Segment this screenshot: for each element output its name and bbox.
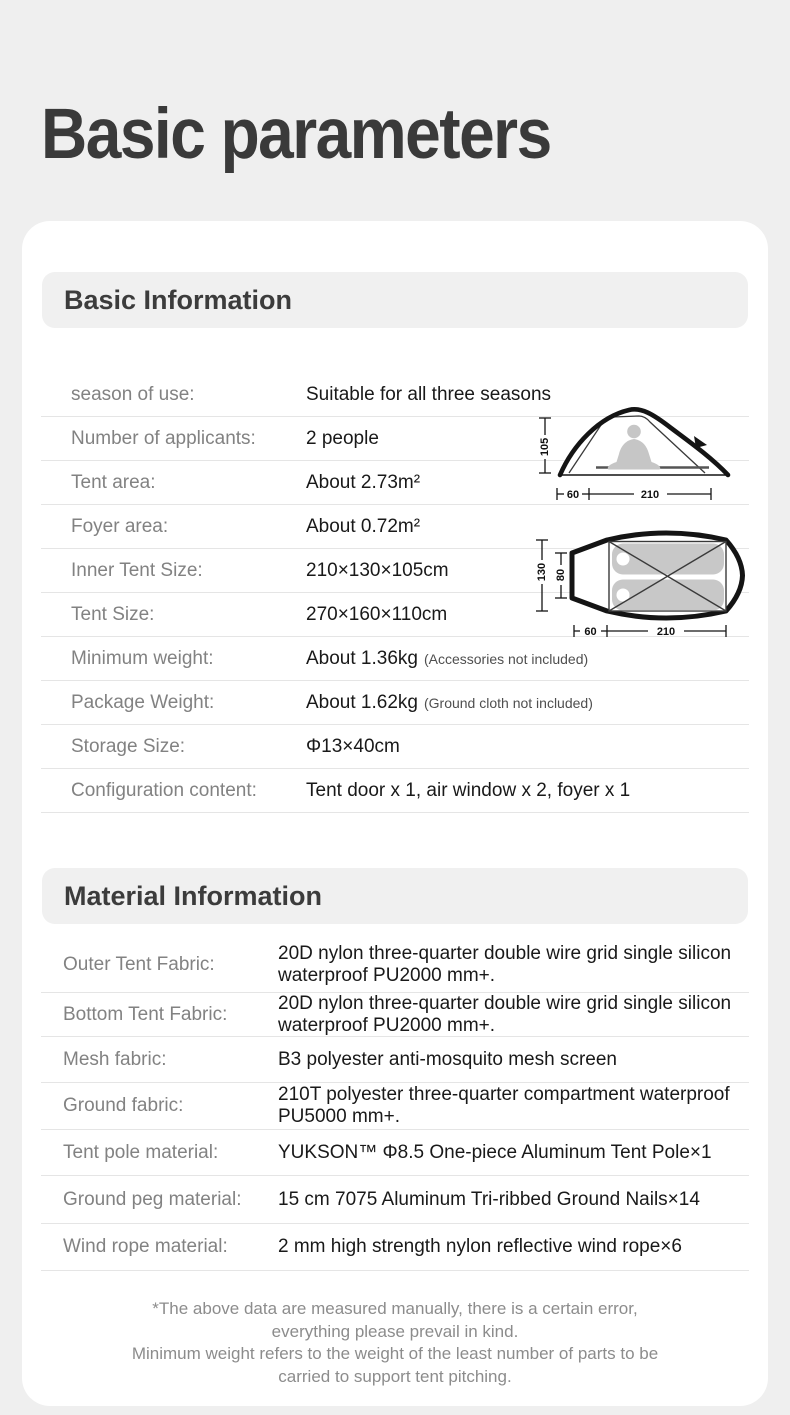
spec-value-text: About 2.73m² [306, 471, 421, 493]
top-width-dim-label: 130 [535, 562, 548, 582]
spec-value: 210T polyester three-quarter compartment waterproof PU5000 mm+. [278, 1084, 730, 1127]
tent-vent-flag [694, 436, 707, 448]
spec-label: Tent Size: [71, 603, 155, 625]
spec-value-text: About 1.62kg [306, 691, 418, 713]
spec-value-text: Suitable for all three seasons [306, 383, 552, 405]
spec-label: Number of applicants: [71, 427, 256, 449]
spec-value [306, 472, 426, 494]
spec-value-text: Φ13×40cm [306, 735, 400, 757]
spec-value-note: (Accessories not included) [423, 650, 589, 667]
basic-information-heading: Basic Information [64, 284, 293, 315]
spec-value: 15 cm 7075 Aluminum Tri-ribbed Ground Nails×14 [278, 1188, 700, 1210]
spec-value: 2 mm high strength nylon reflective wind rope×6 [278, 1236, 682, 1257]
material-information-header [42, 868, 748, 924]
spec-card [22, 221, 768, 1406]
footnote-line: Minimum weight refers to the weight of the least number of parts to be [131, 1344, 659, 1363]
spec-value-text: Tent door x 1, air window x 2, foyer x 1 [306, 779, 631, 801]
spec-label: Ground fabric: [63, 1095, 184, 1116]
top-foyer-dim-label: 60 [584, 626, 597, 638]
tent-top-view-diagram [529, 518, 769, 653]
spec-value: B3 polyester anti-mosquito mesh screen [278, 1048, 617, 1070]
spec-label: Bottom Tent Fabric: [63, 1003, 228, 1025]
table-row [41, 993, 749, 1037]
page-title: Basic parameters [41, 93, 551, 174]
spec-value [306, 692, 593, 714]
spec-value-text: About 0.72m² [306, 515, 421, 537]
footnote [22, 1298, 768, 1388]
spec-value [306, 428, 385, 450]
side-length-dim-label: 210 [640, 489, 660, 501]
spec-value [306, 516, 426, 538]
spec-label: Ground peg material: [63, 1188, 242, 1210]
length-dimension [557, 488, 711, 500]
side-height-dim-label: 105 [539, 437, 551, 457]
spec-value-text: 270×160×110cm [306, 603, 448, 625]
basic-information-table [41, 373, 749, 813]
table-row [41, 1037, 749, 1083]
spec-value-note: (Ground cloth not included) [423, 694, 593, 711]
footnote-line: *The above data are measured manually, there is a certain error, [152, 1299, 638, 1318]
table-row [41, 725, 749, 769]
spec-value: 20D nylon three-quarter double wire grid single silicon waterproof PU2000 mm+. [278, 992, 732, 1036]
basic-information-header [42, 272, 748, 328]
spec-label: Minimum weight: [71, 647, 214, 669]
table-row [41, 1130, 749, 1176]
footnote-line: everything please prevail in kind. [271, 1321, 519, 1341]
spec-value [306, 560, 455, 582]
spec-label: Mesh fabric: [63, 1048, 167, 1070]
spec-value: YUKSON™ Φ8.5 One-piece Aluminum Tent Pole×1 [278, 1141, 712, 1163]
spec-value-text: 2 people [306, 427, 379, 449]
spec-value-text: 210×130×105cm [306, 559, 449, 581]
spec-label: Storage Size: [71, 735, 186, 757]
table-row [41, 1083, 749, 1130]
spec-value [306, 604, 453, 626]
table-row [41, 769, 749, 813]
spec-label: Tent area: [71, 471, 156, 493]
spec-label: Configuration content: [71, 779, 257, 801]
spec-value [306, 736, 406, 758]
material-information-heading: Material Information [64, 880, 323, 911]
top-length-dimension [574, 625, 726, 637]
top-length-dim-label: 210 [656, 626, 676, 638]
spec-label: Foyer area: [71, 515, 169, 537]
side-foyer-dim-label: 60 [566, 489, 580, 501]
tent-side-view-diagram [539, 405, 754, 510]
footnote-line: carried to support tent pitching. [278, 1366, 512, 1386]
table-row [41, 1176, 749, 1224]
spec-label: Tent pole material: [63, 1141, 219, 1163]
spec-value-text: About 1.36kg [306, 647, 418, 669]
top-inner-width-dim-label: 80 [554, 568, 567, 582]
spec-label: season of use: [71, 383, 195, 405]
table-row [41, 681, 749, 725]
spec-label: Wind rope material: [63, 1236, 228, 1257]
table-row [41, 1224, 749, 1271]
spec-value [306, 780, 636, 802]
table-row [41, 937, 749, 993]
spec-value: 20D nylon three-quarter double wire grid single silicon waterproof PU2000 mm+. [278, 942, 732, 986]
spec-label: Package Weight: [71, 691, 215, 713]
spec-label: Inner Tent Size: [71, 559, 203, 581]
spec-label: Outer Tent Fabric: [63, 953, 215, 975]
material-information-table [41, 937, 749, 1271]
spec-value [306, 384, 557, 406]
